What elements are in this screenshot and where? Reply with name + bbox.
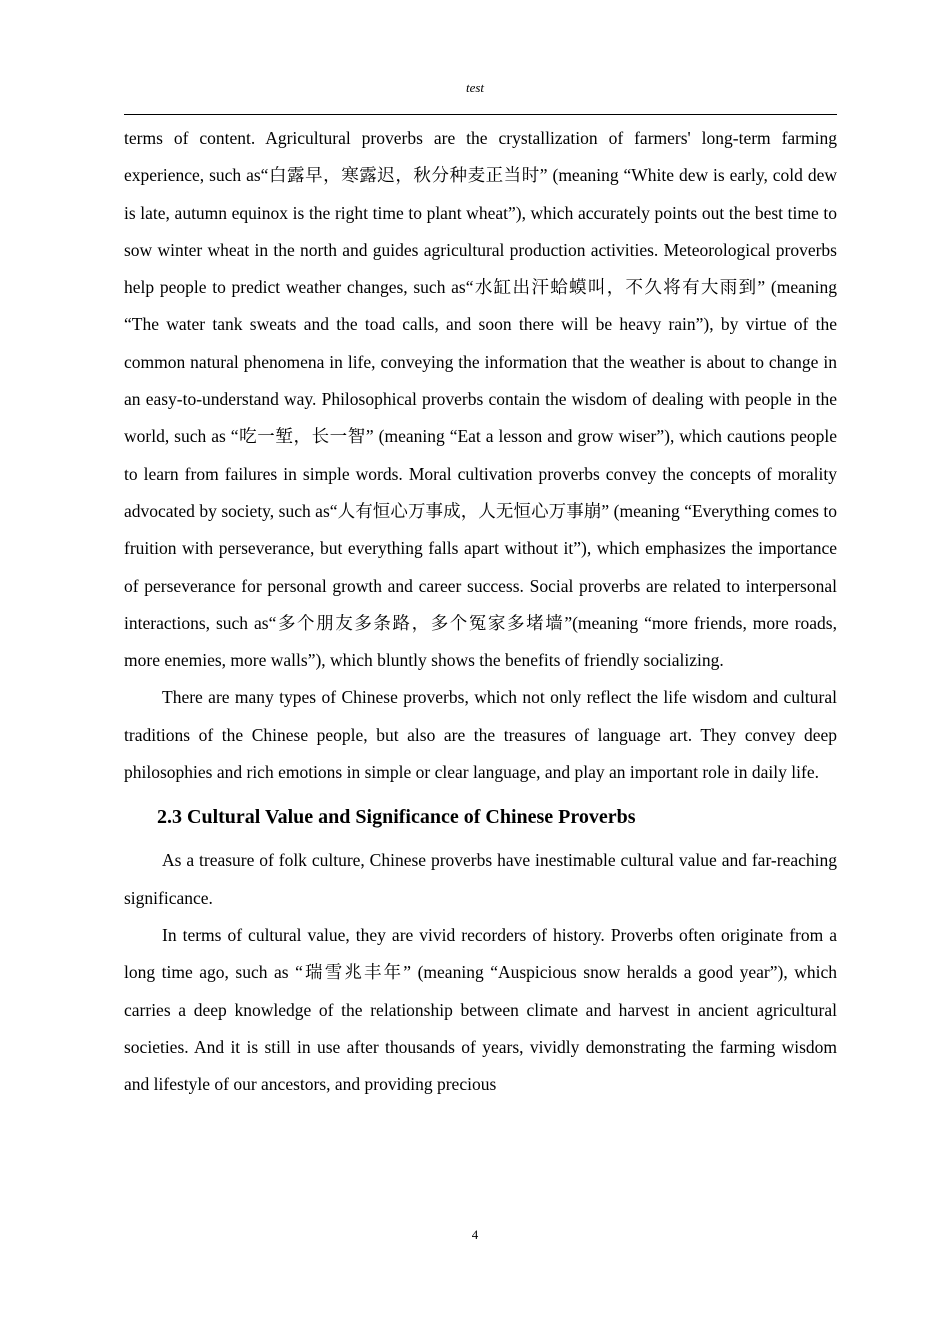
paragraph-summary: There are many types of Chinese proverbs, which not only reflect the life wisdom and cultural traditions of the Chinese people, but also are the treasures of language art. They convey deep philosophies and rich emotions in simple or clear language, and play an important role in daily life. — [124, 687, 837, 783]
paragraph-proverb-types: terms of content. Agricultural proverbs are the crystallization of farmers' long-term farming experience, such as“白露早，寒露迟，秋分种麦正当时” (meaning “White dew is early, cold dew is late, autumn equinox is the right time to plant wheat”), which accurately points out the best time to sow winter wheat in the north and guides agricultural production activities. Meteorological proverbs help people to predict weather changes, such as“水缸出汗蛤蟆叫，不久将有大雨到” (meaning “The water tank sweats and the toad calls, and soon there will be heavy rain”), by virtue of the common natural phenomena in life, conveying the information that the weather is about to change in an easy-to-understand way. Philosophical proverbs contain the wisdom of dealing with people in the world, such as “吃一堑，长一智” (meaning “Eat a lesson and grow wiser”), which cautions people to learn from failures in simple words. Moral cultivation proverbs convey the concepts of morality advocated by society, such as“人有恒心万事成，人无恒心万事崩” (meaning “Everything comes to fruition with perseverance, but everything falls apart without it”), which emphasizes the importance of perseverance for personal growth and career success. Social proverbs are related to interpersonal interactions, such as“多个朋友多条路，多个冤家多堵墙”(meaning “more friends, more roads, more enemies, more walls”), which bluntly shows the benefits of friendly socializing. — [124, 128, 837, 671]
page-number: 4 — [471, 1227, 479, 1242]
paragraph-cultural-value-intro: As a treasure of folk culture, Chinese proverbs have inestimable cultural value and far-reaching significance. — [124, 850, 837, 908]
page-header: test — [465, 80, 485, 95]
document-body — [124, 120, 837, 1103]
section-heading: 2.3 Cultural Value and Significance of Chinese Proverbs — [157, 806, 636, 829]
header-divider — [124, 114, 837, 115]
paragraph-cultural-value-history: In terms of cultural value, they are vivid recorders of history. Proverbs often originate from a long time ago, such as “瑞雪兆丰年” (meaning “Auspicious snow heralds a good year”), which carries a deep knowledge of the relationship between climate and harvest in ancient agricultural societies. And it is still in use after thousands of years, vividly demonstrating the farming wisdom and lifestyle of our ancestors, and providing precious — [124, 924, 837, 1095]
